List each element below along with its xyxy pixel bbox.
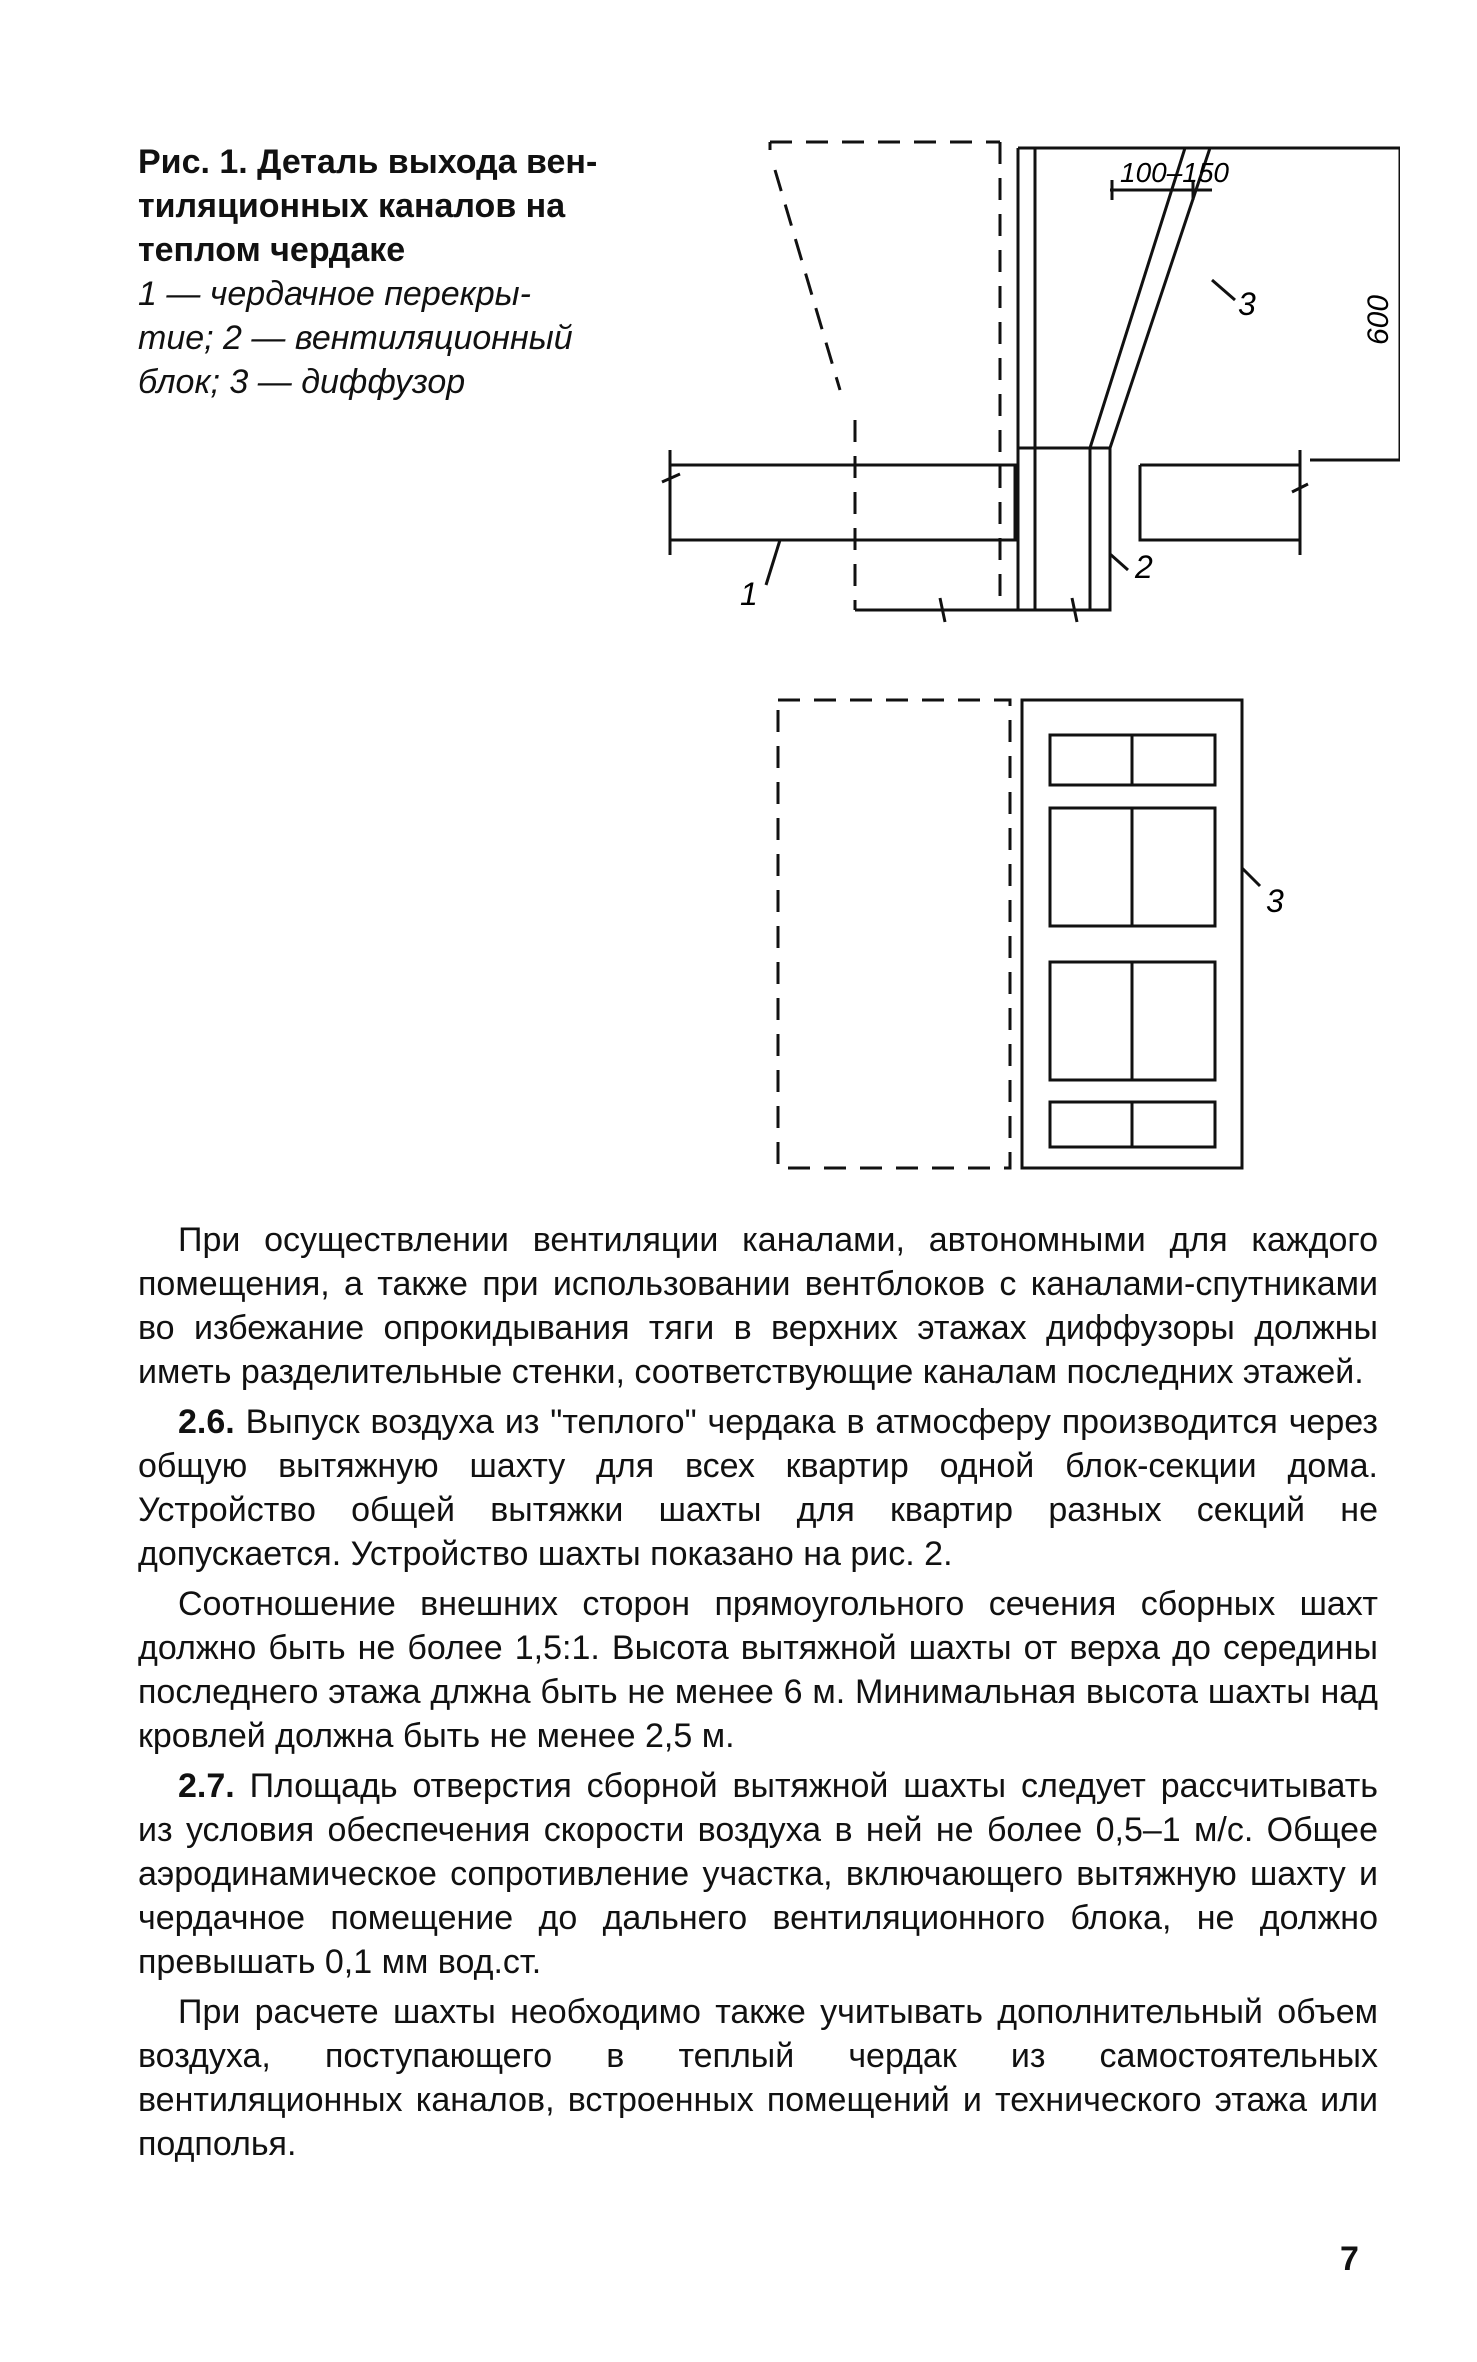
figure-caption (138, 140, 638, 404)
leader-3 (1212, 280, 1235, 300)
label-2: 2 (1135, 549, 1153, 585)
figure-title (138, 140, 638, 272)
figure-legend-line: 1 — чердачное перекры- (138, 275, 531, 313)
label-3-plan: 3 (1266, 883, 1284, 919)
dim-label-height: 600 (1362, 294, 1395, 345)
ventilation-block (1018, 448, 1110, 610)
paragraph: Соотношение внешних сторон прямоугольного сечения сборных шахт должно быть не более 1,5:1. Высота вытяжной шахты от верха до середины последнего этажа длжна быть не менее 6 м. Минимальная высота шахты над кровлей должна быть не менее 2,5 м. (138, 1585, 1378, 1755)
diffuser (1018, 148, 1215, 448)
leader-2 (1110, 554, 1128, 570)
figure-title-line: Рис. 1. Деталь выхода вен- (138, 143, 598, 181)
body-text (138, 1218, 1378, 2172)
label-3-side: 3 (1238, 286, 1256, 322)
attic-floor-slab (670, 465, 1015, 540)
dashed-plan-outline (778, 700, 1010, 1168)
paragraph-2-6: 2.6. Выпуск воздуха из "теплого" чердака в атмосферу производится через общую вытяжную шахту для всех квартир одной блок-секции дома. Устройство общей вытяжки шахты для квартир разных секций не допускается. Устройство шахты показано на рис. 2. (138, 1403, 1378, 1573)
paragraph: При расчете шахты необходимо также учитывать дополнительный объем воздуха, поступающего в теплый чердак из самостоятельных вентиляционных каналов, встроенных помещений и технического этажа или подполья. (138, 1993, 1378, 2163)
paragraph-2-7: 2.7. Площадь отверстия сборной вытяжной шахты следует рассчитывать из условия обеспечения скорости воздуха в ней не более 0,5–1 м/с. Общее аэродинамическое сопротивление участка, включающего вытяжную шахту и чердачное помещение до дальнего вентиляционного блока, не должно превышать 0,1 мм вод.ст. (138, 1767, 1378, 1981)
page-number: 7 (1340, 2240, 1359, 2278)
leader-3-plan (1242, 868, 1260, 886)
figure-title-line: теплом чердаке (138, 231, 406, 269)
figure-plan-view (760, 690, 1320, 1180)
figure-side-section (640, 130, 1400, 650)
dim-label-width: 100–150 (1120, 157, 1230, 188)
figure-legend-line: тие; 2 — вентиляционный (138, 319, 573, 357)
label-1: 1 (740, 576, 758, 612)
figure-title-line: тиляционных каналов на (138, 187, 566, 225)
paragraph: При осуществлении вентиляции каналами, автономными для каждого помещения, а также при использовании вентблоков с каналами-спутниками во избежание опрокидывания тяги в верхних этажах диффузоры должны иметь разделительные стенки, соответствующие каналам последних этажей. (138, 1221, 1378, 1391)
attic-floor-slab-right (1140, 465, 1300, 540)
figure-legend (138, 272, 638, 404)
leader-1 (766, 540, 780, 585)
figure-legend-line: блок; 3 — диффузор (138, 363, 466, 401)
